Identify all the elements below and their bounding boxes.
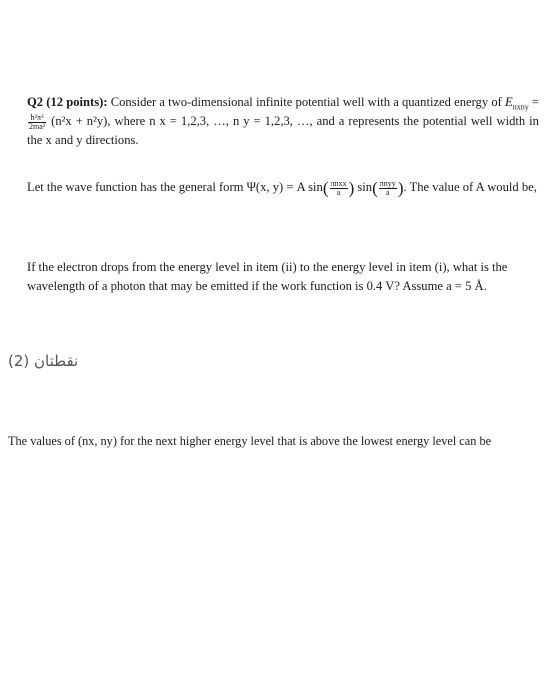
question-photon-wavelength [27, 258, 539, 296]
wave-text-before: Let the wave function has the general form [27, 180, 244, 194]
question-wave-function [27, 178, 539, 198]
width-description: and a represents the potential well width in the x and y directions. [27, 114, 539, 147]
next-level-text: The values of (nx, ny) for the next higher energy level that is above the lowest energy level can be [8, 434, 492, 448]
q2-intro-text: Consider a two-dimensional infinite potential well with a quantized energy of [110, 95, 502, 109]
question-label: Q2 (12 points): [27, 95, 108, 109]
photon-question-text: If the electron drops from the energy level in item (ii) to the energy level in item (i), what is the wavelength of a photon that may be emitted if the work function is 0.4 V? Assume a = 5 Å. [27, 260, 508, 293]
quantum-number-range: n x = 1,2,3, …, n y = 1,2,3, …, [149, 114, 313, 128]
wave-text-after: . The value of A would be, [403, 180, 537, 194]
question-next-energy-level [8, 432, 556, 451]
where-text: where [114, 114, 146, 128]
question-q2-intro [27, 93, 539, 150]
energy-formula: $E_{nxny}$ = $\frac{\text{ħ²π²}}{\text{2ma²}}$ (n²x + n²y), [29, 95, 539, 131]
energy-fraction: $\frac{\text{ħ²π²}}{\text{2ma²}}$ [29, 112, 46, 131]
points-label: نقطتان (2) [8, 352, 79, 370]
wave-function-formula: Ψ(x, y) = A sin( $\frac{\text{πnxx}}{a}$ ) sin( $\frac{\text{πnyy}}{a}$ ) [246, 178, 404, 198]
